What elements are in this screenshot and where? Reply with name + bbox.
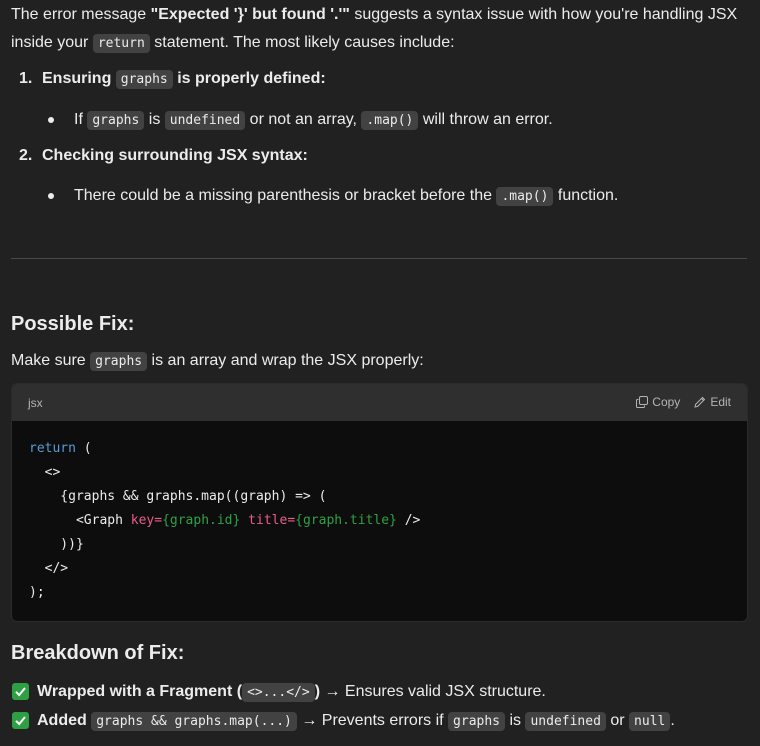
bullet-item	[74, 182, 618, 211]
error-message-quote: "Expected '}' but found '.'"	[150, 6, 350, 23]
breakdown-bold-text: Added	[37, 712, 92, 729]
breakdown-text: .	[670, 712, 675, 729]
cause-title	[42, 65, 326, 94]
bullet-text: function.	[553, 187, 619, 204]
code-value: {graph.title}	[295, 513, 397, 528]
bullet-icon	[48, 193, 54, 199]
code-text: <Graph	[29, 513, 131, 528]
inline-code: graphs && graphs.map(...)	[91, 712, 297, 731]
breakdown-item	[37, 678, 546, 707]
code-line: </>	[29, 561, 69, 576]
breakdown-bold-text: )	[314, 683, 321, 700]
code-line	[29, 437, 747, 461]
cause-title: Checking surrounding JSX syntax:	[42, 147, 308, 164]
inline-code: undefined	[165, 111, 245, 130]
inline-code: graphs	[90, 352, 147, 371]
inline-code: .map()	[496, 187, 553, 206]
code-operator: =	[287, 513, 296, 528]
code-text	[240, 513, 248, 528]
code-block	[11, 383, 748, 622]
edit-label: Edit	[710, 395, 731, 409]
code-line: );	[29, 585, 45, 600]
bullet-text: or not an array,	[245, 111, 362, 128]
code-text: (	[75, 441, 92, 456]
bullet-text: will throw an error.	[418, 111, 553, 128]
checkmark-icon	[12, 683, 29, 700]
intro-text: suggests a syntax issue with how you're handling JSX	[349, 6, 738, 23]
inline-code: <>...</>	[242, 683, 315, 702]
cause-title-text: Ensuring	[42, 70, 116, 87]
code-language-label: jsx	[28, 396, 43, 410]
inline-code: undefined	[525, 712, 605, 731]
code-line: <>	[29, 465, 61, 480]
inline-code: graphs	[87, 111, 144, 130]
breakdown-text: → Prevents errors if	[296, 712, 449, 729]
inline-code: graphs	[448, 712, 505, 731]
pencil-icon	[694, 396, 706, 408]
copy-label: Copy	[652, 395, 681, 409]
breakdown-bold-text: Wrapped with a Fragment (	[37, 683, 243, 700]
section-heading-possible-fix: Possible Fix:	[11, 313, 135, 335]
section-heading-breakdown: Breakdown of Fix:	[11, 642, 185, 664]
fix-description	[11, 347, 424, 376]
code-attribute: key	[130, 513, 155, 528]
inline-code: .map()	[361, 111, 418, 130]
code-actions	[636, 395, 731, 409]
breakdown-item	[37, 707, 675, 736]
code-value: {graph.id}	[162, 513, 241, 528]
code-line	[29, 509, 747, 533]
intro-line-1	[11, 1, 737, 29]
copy-button[interactable]	[636, 395, 680, 409]
breakdown-text: → Ensures valid JSX structure.	[320, 683, 546, 700]
code-attribute: title	[248, 513, 288, 528]
code-text: />	[396, 513, 421, 528]
fix-text: Make sure	[11, 352, 91, 369]
intro-text: statement. The most likely causes include:	[149, 34, 455, 51]
code-operator: =	[154, 513, 163, 528]
checkmark-icon	[12, 712, 29, 729]
inline-code: graphs	[116, 70, 173, 89]
bullet-text: There could be a missing parenthesis or bracket before the	[74, 187, 497, 204]
list-number: 2.	[19, 147, 33, 164]
code-content	[12, 421, 747, 605]
inline-code: return	[93, 34, 150, 53]
copy-icon	[636, 396, 648, 408]
bullet-item	[74, 106, 553, 135]
fix-text: is an array and wrap the JSX properly:	[147, 352, 424, 369]
intro-text: The error message	[11, 6, 151, 23]
breakdown-text: or	[605, 712, 630, 729]
bullet-text: If	[74, 111, 88, 128]
code-keyword: return	[29, 441, 76, 456]
code-block-header	[12, 384, 747, 421]
edit-button[interactable]	[694, 395, 731, 409]
breakdown-text: is	[505, 712, 526, 729]
list-number: 1.	[19, 70, 33, 87]
bullet-icon	[48, 117, 54, 123]
cause-title-text: is properly defined:	[172, 70, 326, 87]
intro-text: inside your	[11, 34, 93, 51]
bullet-text: is	[144, 111, 165, 128]
code-line: {graphs && graphs.map((graph) => (	[29, 489, 327, 504]
divider	[11, 258, 747, 259]
intro-line-2	[11, 29, 455, 58]
code-line: ))}	[29, 537, 84, 552]
inline-code: null	[629, 712, 670, 731]
